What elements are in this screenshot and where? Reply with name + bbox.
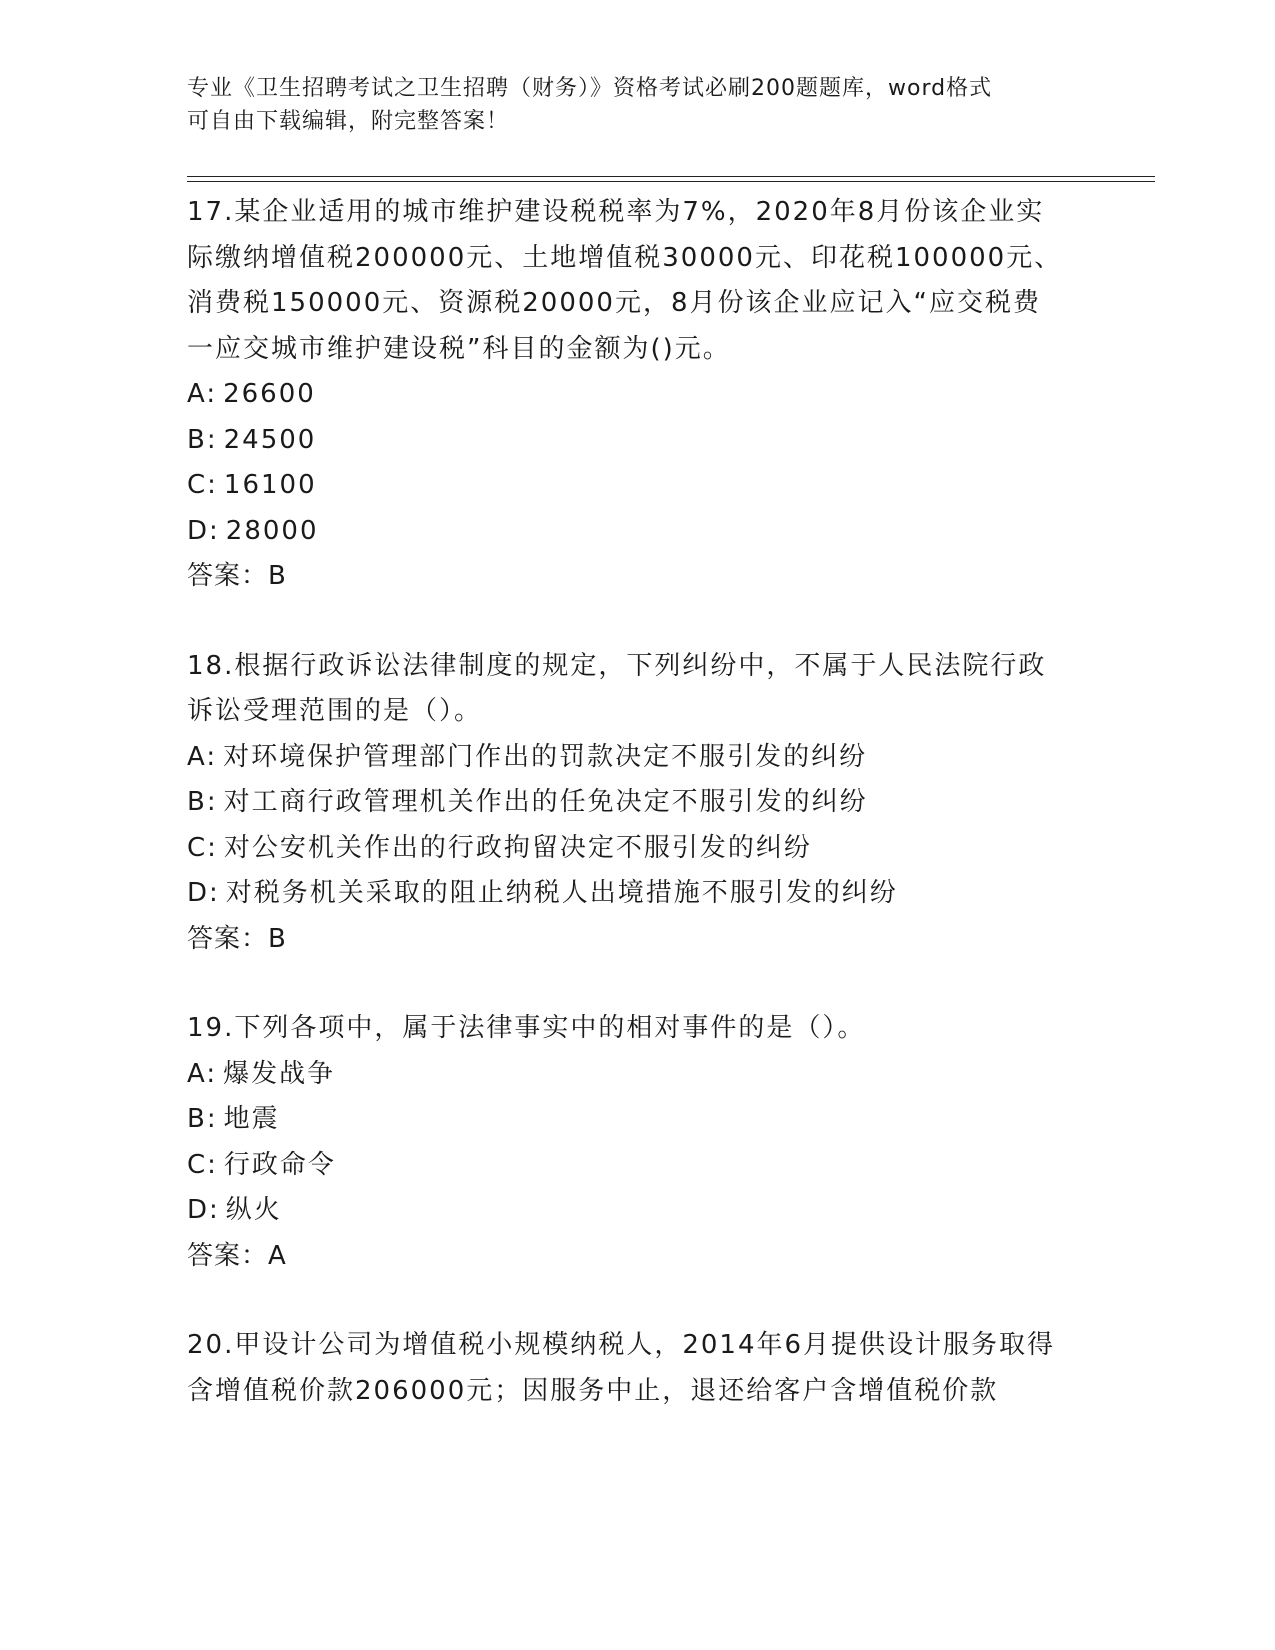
option-letter: A: bbox=[187, 741, 218, 772]
question-20 bbox=[187, 1323, 1087, 1414]
question-18 bbox=[187, 644, 1087, 963]
option-letter: D: bbox=[187, 878, 220, 908]
option-letter: A: bbox=[187, 1058, 218, 1089]
option-text: 行政命令 bbox=[223, 1149, 336, 1180]
question-stem-line: 际缴纳增值税200000元、土地增值税30000元、印花税100000元、 bbox=[187, 242, 1063, 273]
option-text: 纵火 bbox=[225, 1195, 282, 1225]
question-19 bbox=[187, 1006, 1087, 1279]
option-b bbox=[187, 780, 1087, 826]
question-stem-line: 20.甲设计公司为增值税小规模纳税人，2014年6月提供设计服务取得 bbox=[187, 1330, 1056, 1360]
option-a bbox=[187, 735, 1087, 781]
header-divider-bottom bbox=[187, 181, 1155, 182]
option-text: 爆发战争 bbox=[223, 1058, 336, 1089]
option-letter: C: bbox=[187, 832, 218, 863]
option-letter: D: bbox=[187, 515, 220, 546]
option-letter: B: bbox=[187, 424, 218, 455]
question-stem-line: 17.某企业适用的城市维护建设税税率为7%，2020年8月份该企业实 bbox=[187, 197, 1045, 227]
document-header bbox=[187, 72, 1087, 138]
option-text: 地震 bbox=[223, 1104, 280, 1134]
option-c bbox=[187, 826, 1087, 872]
option-letter: C: bbox=[187, 470, 218, 500]
answer-line: 答案：B bbox=[187, 923, 287, 954]
header-line-2: 可自由下载编辑，附完整答案！ bbox=[187, 109, 510, 134]
header-line-1: 专业《卫生招聘考试之卫生招聘（财务）》资格考试必刷200题题库，word格式 bbox=[187, 76, 993, 101]
option-text: 对工商行政管理机关作出的任免决定不服引发的纠纷 bbox=[223, 787, 868, 817]
question-stem-line: 消费税150000元、资源税20000元，8月份该企业应记入“应交税费 bbox=[187, 288, 1041, 318]
option-letter: D: bbox=[187, 1195, 220, 1225]
option-b bbox=[187, 1097, 1087, 1143]
option-text: 16100 bbox=[223, 470, 317, 500]
option-a bbox=[187, 1052, 1087, 1098]
option-text: 28000 bbox=[225, 515, 319, 546]
option-b bbox=[187, 418, 1087, 464]
option-d bbox=[187, 509, 1087, 555]
option-text: 对税务机关采取的阻止纳税人出境措施不服引发的纠纷 bbox=[225, 878, 898, 908]
option-letter: B: bbox=[187, 787, 218, 817]
question-stem-line: 一应交城市维护建设税”科目的金额为()元。 bbox=[187, 333, 731, 364]
option-c bbox=[187, 463, 1087, 509]
option-text: 对公安机关作出的行政拘留决定不服引发的纠纷 bbox=[223, 832, 812, 863]
question-stem-line: 18.根据行政诉讼法律制度的规定，下列纠纷中，不属于人民法院行政 bbox=[187, 650, 1047, 681]
option-c bbox=[187, 1143, 1087, 1189]
option-letter: C: bbox=[187, 1149, 218, 1180]
question-stem-line: 诉讼受理范围的是（）。 bbox=[187, 696, 483, 726]
question-17 bbox=[187, 190, 1087, 600]
question-stem-line: 含增值税价款206000元；因服务中止，退还给客户含增值税价款 bbox=[187, 1375, 999, 1406]
option-letter: B: bbox=[187, 1104, 218, 1134]
option-d bbox=[187, 871, 1087, 917]
option-text: 24500 bbox=[223, 424, 317, 455]
answer-line: 答案：A bbox=[187, 1240, 287, 1271]
option-text: 26600 bbox=[223, 379, 316, 409]
header-divider-top bbox=[187, 176, 1155, 177]
question-stem-line: 19.下列各项中，属于法律事实中的相对事件的是（）。 bbox=[187, 1013, 866, 1043]
option-d bbox=[187, 1188, 1087, 1234]
option-text: 对环境保护管理部门作出的罚款决定不服引发的纠纷 bbox=[223, 741, 868, 772]
option-a bbox=[187, 372, 1087, 418]
option-letter: A: bbox=[187, 379, 218, 409]
question-list bbox=[187, 190, 1087, 1458]
answer-line: 答案：B bbox=[187, 561, 287, 591]
